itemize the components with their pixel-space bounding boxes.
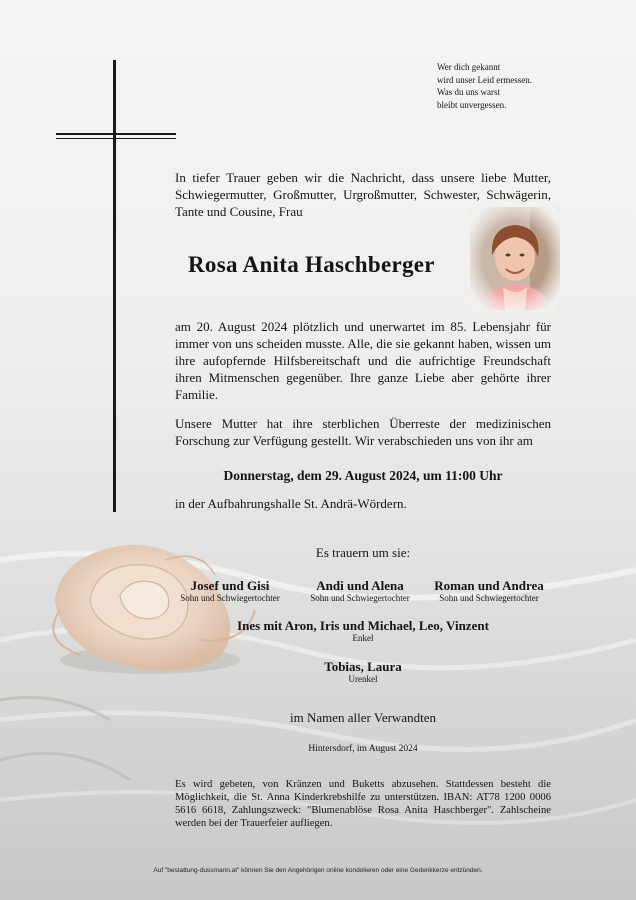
portrait-photo xyxy=(470,207,560,310)
family-entry xyxy=(425,578,553,604)
family-relation: Sohn und Schwiegertochter xyxy=(310,593,410,603)
family-relation: Sohn und Schwiegertochter xyxy=(180,593,280,603)
poem xyxy=(437,61,532,111)
great-grandchildren-names: Tobias, Laura xyxy=(324,659,402,674)
grandchildren-names: Ines mit Aron, Iris und Michael, Leo, Vinzent xyxy=(237,618,489,633)
deceased-name: Rosa Anita Haschberger xyxy=(188,252,435,277)
great-grandchildren xyxy=(150,659,576,685)
poem-line: Was du uns warst xyxy=(437,87,501,97)
family-relation: Sohn und Schwiegertochter xyxy=(439,593,539,603)
location-date: Hintersdorf, im August 2024 xyxy=(308,744,418,754)
ceremony-date: Donnerstag, dem 29. August 2024, um 11:00 Uhr xyxy=(223,468,503,483)
poem-line: Wer dich gekannt xyxy=(437,62,501,72)
family-names: Andi und Alena xyxy=(316,578,404,593)
cross-horizontal-thin xyxy=(56,138,176,139)
obituary-paragraph-2: Unsere Mutter hat ihre sterblichen Überreste der medizinischen Forschung zur Verfügung gestellt. Wir verabschieden uns von ihr am xyxy=(175,416,551,448)
relatives-line: im Namen aller Verwandten xyxy=(290,710,436,725)
family-names: Roman und Andrea xyxy=(434,578,544,593)
ceremony-place: in der Aufbahrungshalle St. Andrä-Wördern. xyxy=(175,496,407,511)
donation-note: Es wird gebeten, von Kränzen und Buketts abzusehen. Stattdessen besteht die Möglichkeit, die St. Anna Kinderkrebshilfe zu unterstützen. IBAN: AT78 1200 0006 5616 6618, Zahlungszweck: "Blumenablöse Rosa Anita Haschberger". Zahlscheine werden bei der Trauerfeier aufliegen. xyxy=(175,779,551,829)
poem-line: bleibt unvergessen. xyxy=(437,99,507,110)
great-grandchildren-relation: Urenkel xyxy=(348,674,378,684)
grandchildren xyxy=(150,618,576,644)
cross-vertical xyxy=(113,60,116,512)
intro-text: In tiefer Trauer geben wir die Nachricht, dass unsere liebe Mutter, Schwiegermutter, Großmutter, Urgroßmutter, Schwester, Schwägerin, Tante und Cousine, Frau xyxy=(175,170,551,219)
cross-horizontal xyxy=(56,133,176,135)
obituary-paragraph-1: am 20. August 2024 plötzlich und unerwartet im 85. Lebensjahr für immer von uns scheiden musste. Alle, die sie gekannt haben, wissen um ihre aufopfernde Hilfsbereitschaft und die aufrichtige Freundschaft ihren Mitmenschen gegenüber. Ihre ganze Liebe aber gehörte ihrer Familie. xyxy=(175,319,551,402)
poem-line: wird unser Leid ermessen. xyxy=(437,74,532,85)
grandchildren-relation: Enkel xyxy=(352,633,374,643)
footer-note: Auf "bestattung-dussmann.at" können Sie den Angehörigen online kondolieren oder eine Gedenkkerze entzünden. xyxy=(153,867,483,874)
mourners-heading: Es trauern um sie: xyxy=(315,545,411,560)
family-entry xyxy=(175,578,285,604)
family-names: Josef und Gisi xyxy=(190,578,270,593)
family-entry xyxy=(300,578,420,604)
